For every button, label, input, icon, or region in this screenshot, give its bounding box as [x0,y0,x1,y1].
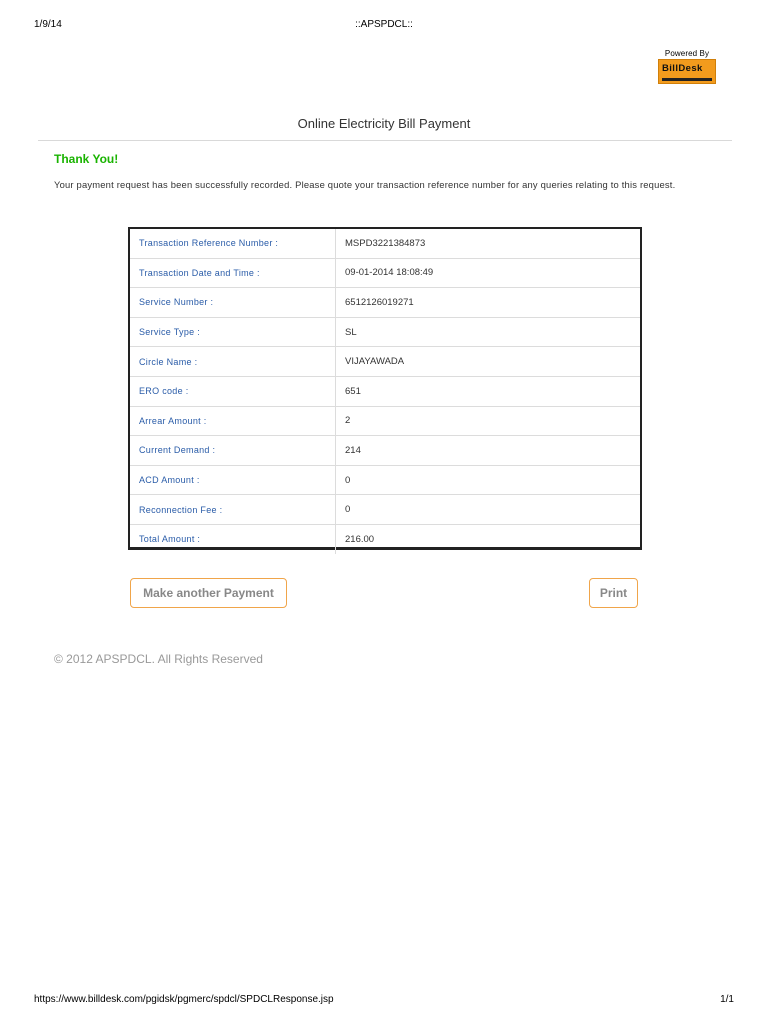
row-value: MSPD3221384873 [336,229,641,258]
row-value: 09-01-2014 18:08:49 [336,258,641,288]
row-label: Arrear Amount : [130,406,336,436]
billdesk-brand-text: BillDesk [662,63,703,74]
row-value: 651 [336,376,641,406]
print-date: 1/9/14 [34,19,62,30]
transaction-details-table [128,227,642,550]
print-page-title: ::APSPDCL:: [355,19,413,30]
row-value: 6512126019271 [336,288,641,318]
billdesk-badge [658,59,716,84]
table-row [130,376,640,406]
table-row [130,258,640,288]
row-value: SL [336,317,641,347]
row-label: ERO code : [130,376,336,406]
row-label: Reconnection Fee : [130,495,336,525]
powered-by-text: Powered By [664,49,710,58]
table-row [130,436,640,466]
row-value: 214 [336,436,641,466]
print-footer [34,994,734,1008]
row-value: 2 [336,406,641,436]
row-value: 216.00 [345,533,375,545]
table-row [130,406,640,436]
row-label: Service Number : [130,288,336,318]
row-label: Current Demand : [130,436,336,466]
row-label: Transaction Reference Number : [130,229,336,258]
table-row [130,229,640,258]
table-row [130,317,640,347]
print-header [34,19,734,33]
billdesk-logo [658,49,716,85]
row-label: Service Type : [130,317,336,347]
print-page-count: 1/1 [720,994,734,1005]
title-divider [38,140,732,141]
row-label: Transaction Date and Time : [130,258,336,288]
row-value: 0 [336,465,641,495]
row-label: Circle Name : [130,347,336,377]
confirmation-message: Your payment request has been successfully recorded. Please quote your transaction reference number for any queries relating to this request. [54,179,676,190]
thank-you-heading: Thank You! [54,152,119,166]
print-url: https://www.billdesk.com/pgidsk/pgmerc/spdcl/SPDCLResponse.jsp [34,994,334,1005]
table-row [130,347,640,377]
row-value: VIJAYAWADA [336,347,641,377]
table-row [130,465,640,495]
page-title: Online Electricity Bill Payment [297,116,471,131]
table-row [130,524,640,553]
table-row [130,495,640,525]
copyright-text: © 2012 APSPDCL. All Rights Reserved [54,652,263,666]
row-label: ACD Amount : [130,465,336,495]
print-button[interactable]: Print [589,578,638,608]
table-row [130,288,640,318]
billdesk-tagline-bar [662,78,712,81]
row-label: Total Amount : [130,524,336,553]
make-another-payment-button[interactable]: Make another Payment [130,578,287,608]
row-value: 0 [336,495,641,525]
